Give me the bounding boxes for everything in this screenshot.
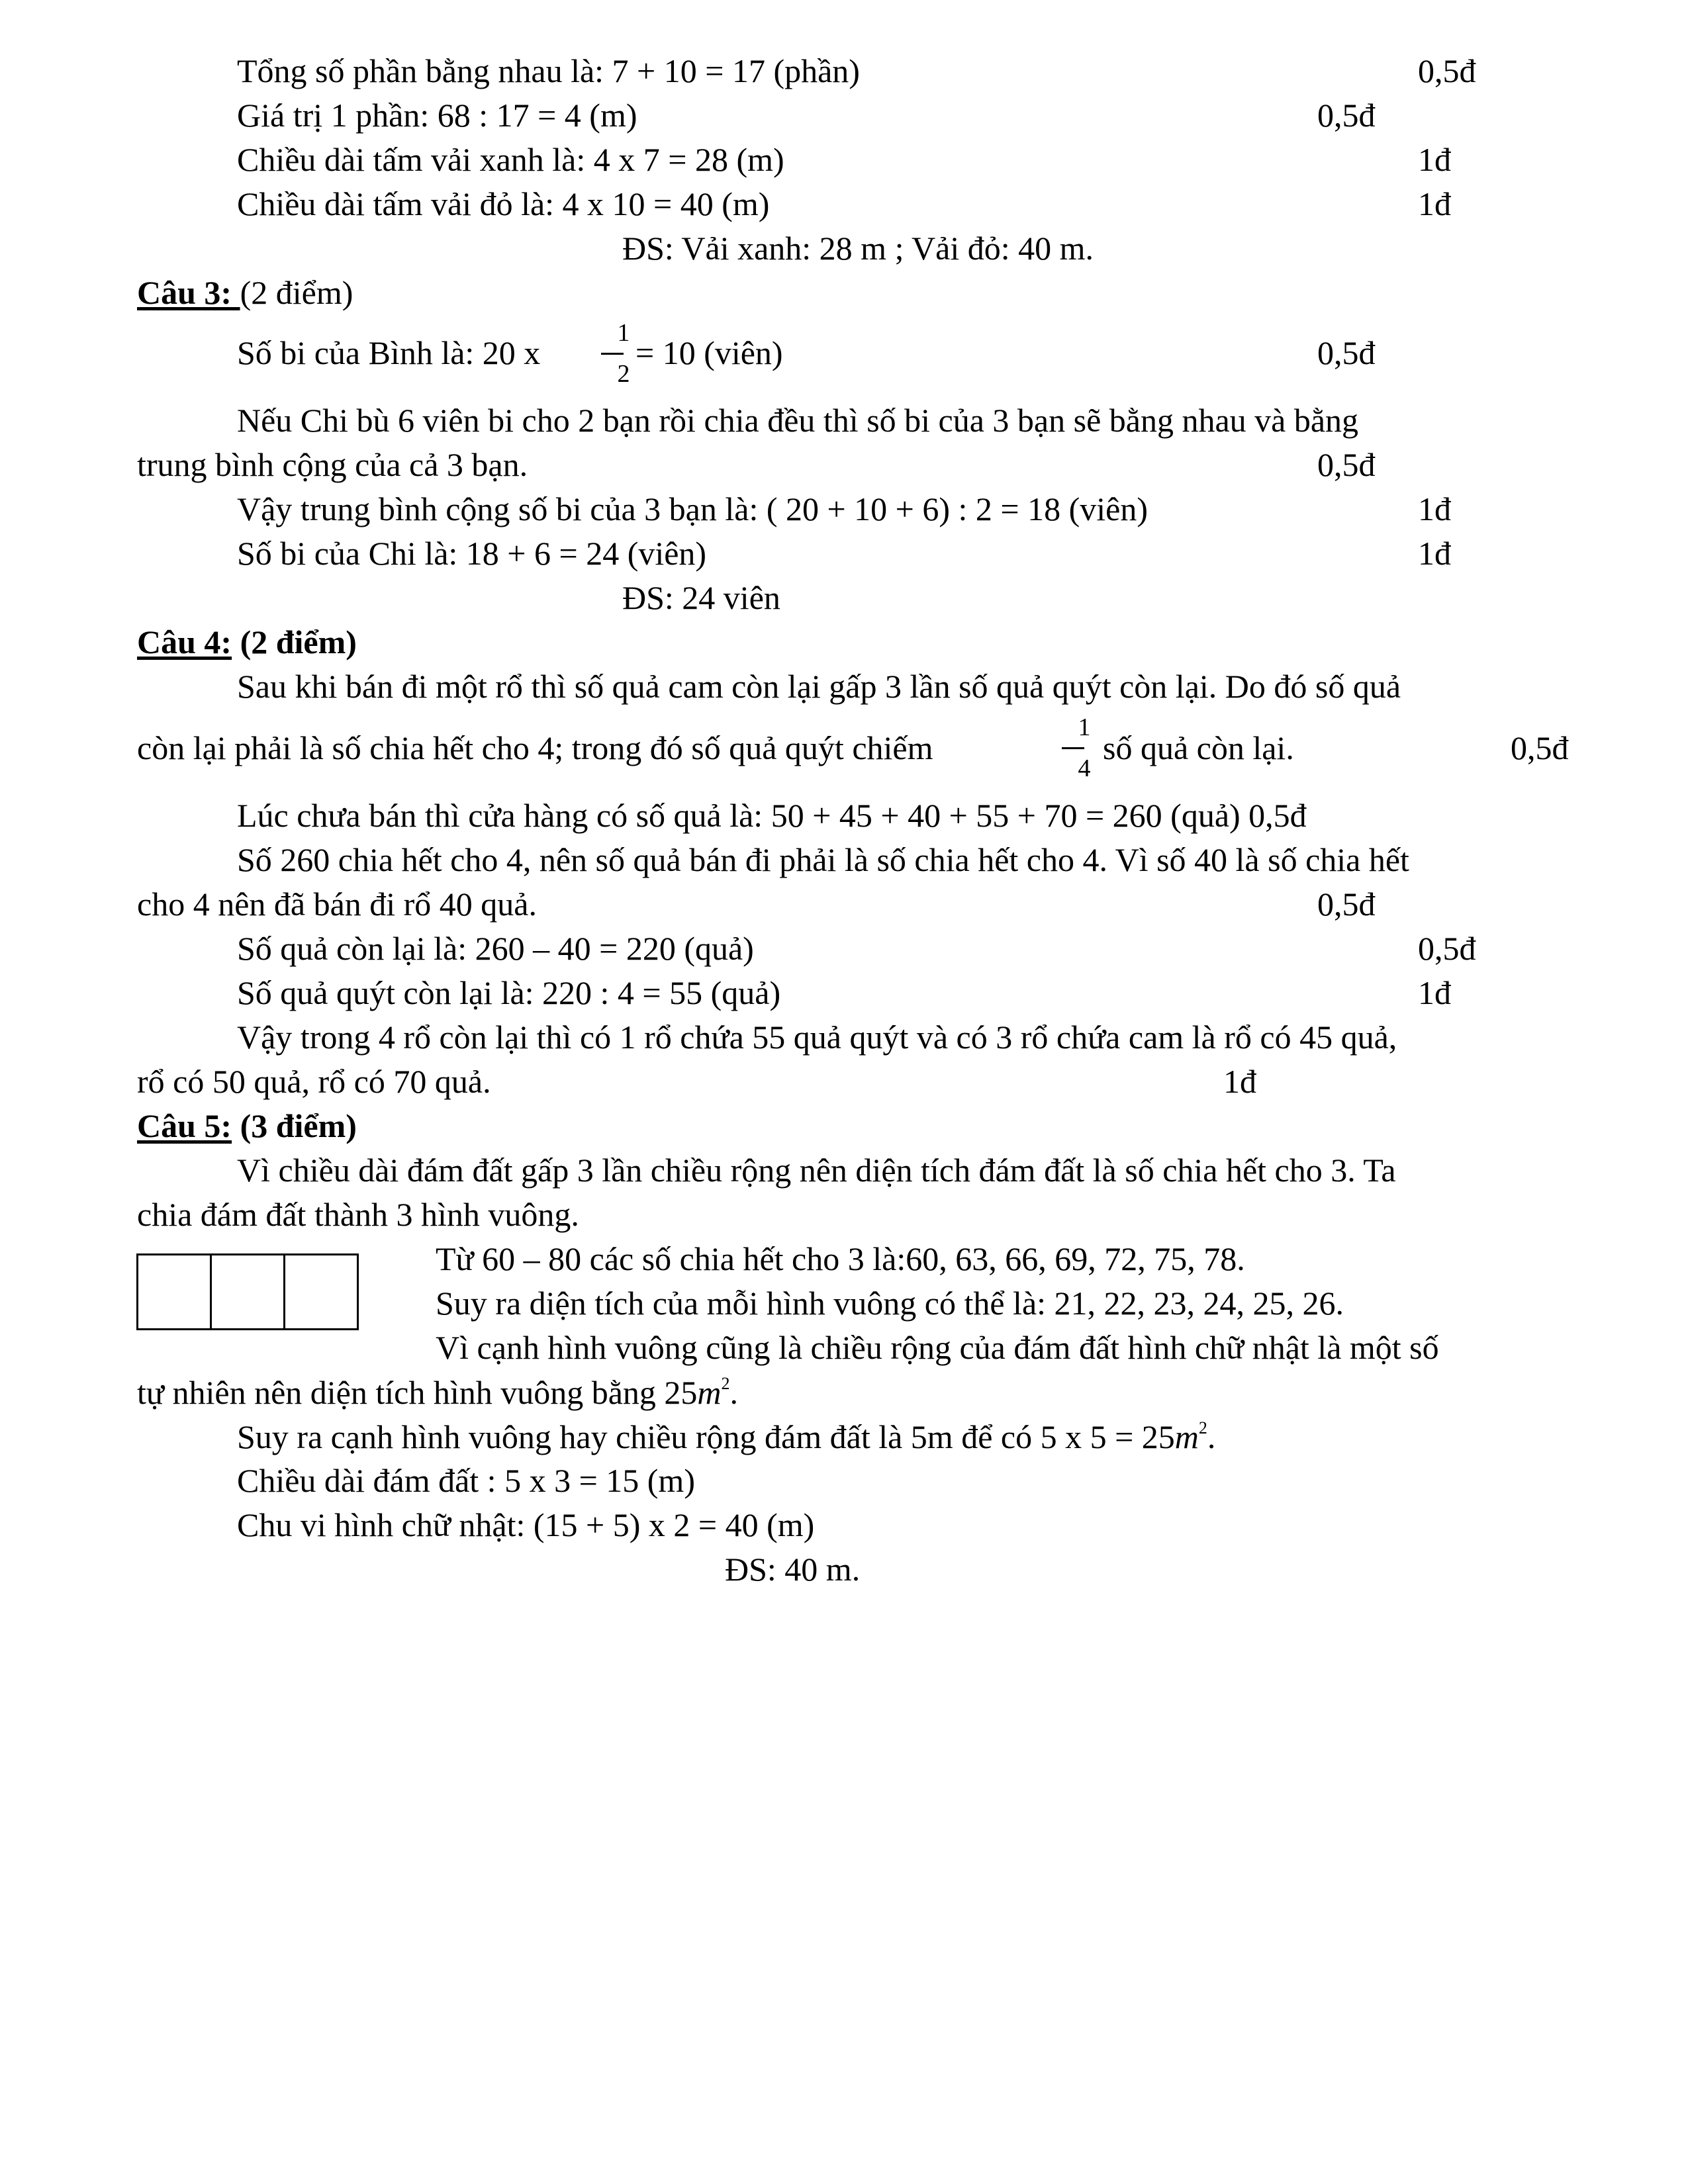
points-remaining-fruits: 0,5đ (1418, 930, 1476, 967)
para-land-area-1: Vì chiều dài đám đất gấp 3 lần chiều rộng nên diện tích đám đất là số chia hết cho 3. Ta (237, 1152, 1396, 1189)
para-chi-gives-marbles-2: trung bình cộng của cả 3 bạn. (137, 446, 528, 483)
para-baskets-1: Vậy trong 4 rổ còn lại thì có 1 rổ chứa 55 quả quýt và có 3 rổ chứa cam là rổ có 45 quả, (237, 1019, 1397, 1056)
line-width-5m (237, 1420, 1215, 1453)
para-baskets-2: rổ có 50 quả, rổ có 70 quả. (137, 1063, 491, 1100)
line-square-areas: Suy ra diện tích của mỗi hình vuông có thể là: 21, 22, 23, 24, 25, 26. (436, 1285, 1344, 1322)
fraction-denominator: 2 (617, 360, 630, 388)
para-divisible-by-4-2: cho 4 nên đã bán đi rổ 40 quả. (137, 886, 538, 923)
line-total-fruits: Lúc chưa bán thì cửa hàng có số quả là: 50 + 45 + 40 + 55 + 70 = 260 (quả) 0,5đ (237, 797, 1307, 834)
para-oranges-tangerines-1: Sau khi bán đi một rổ thì số quả cam còn lại gấp 3 lần số quả quýt còn lại. Do đó số quả (237, 668, 1401, 705)
answer-cau3: ĐS: 24 viên (622, 579, 780, 616)
line-perimeter: Chu vi hình chữ nhật: (15 + 5) x 2 = 40 (m) (237, 1506, 815, 1543)
para-land-area-2: chia đám đất thành 3 hình vuông. (137, 1196, 579, 1233)
line-one-part-value: Giá trị 1 phần: 68 : 17 = 4 (m) (237, 97, 637, 134)
line-width-5m-text: Suy ra cạnh hình vuông hay chiều rộng đám đất là 5m để có 5 x 5 = 25 (237, 1418, 1175, 1455)
unit-m: m (1174, 1418, 1199, 1455)
line-land-length: Chiều dài đám đất : 5 x 3 = 15 (m) (237, 1462, 695, 1499)
cau3-score: (2 điểm) (240, 274, 353, 311)
line-binh-marbles: Số bi của Bình là: 20 x (237, 334, 541, 371)
points-divisible-by-4: 0,5đ (1317, 886, 1376, 923)
para-square-side-2 (137, 1375, 738, 1409)
unit-m: m (697, 1374, 722, 1411)
points-chi-gives-marbles: 0,5đ (1317, 446, 1376, 483)
heading-cau5 (137, 1109, 357, 1142)
cau5-title: Câu 5: (137, 1107, 232, 1144)
para-oranges-tangerines-3: số quả còn lại. (1103, 729, 1294, 766)
answer-cau2: ĐS: Vải xanh: 28 m ; Vải đỏ: 40 m. (622, 230, 1094, 267)
fraction-bar (1062, 747, 1084, 749)
fraction-numerator: 1 (617, 319, 630, 347)
points-one-part-value: 0,5đ (1317, 97, 1376, 134)
para-square-side-end: . (729, 1374, 739, 1411)
points-total-parts: 0,5đ (1418, 52, 1476, 89)
line-remaining-fruits: Số quả còn lại là: 260 – 40 = 220 (quả) (237, 930, 754, 967)
para-square-side-1: Vì cạnh hình vuông cũng là chiều rộng của đám đất hình chữ nhật là một số (436, 1329, 1439, 1366)
para-divisible-by-4-1: Số 260 chia hết cho 4, nên số quả bán đi phải là số chia hết cho 4. Vì số 40 là số chia hết (237, 841, 1409, 878)
points-binh-marbles: 0,5đ (1317, 334, 1376, 371)
points-green-cloth-length: 1đ (1418, 141, 1451, 178)
line-red-cloth-length: Chiều dài tấm vải đỏ là: 4 x 10 = 40 (m) (237, 185, 770, 222)
cau4-score: (2 điểm) (240, 623, 357, 660)
fraction-numerator: 1 (1078, 713, 1091, 741)
cau5-score: (3 điểm) (240, 1107, 357, 1144)
fraction-one-half (601, 319, 630, 393)
line-chi-marbles: Số bi của Chi là: 18 + 6 = 24 (viên) (237, 535, 707, 572)
answer-cau5: ĐS: 40 m. (725, 1551, 861, 1588)
three-squares-diagram (136, 1253, 359, 1330)
points-chi-marbles: 1đ (1418, 535, 1451, 572)
fraction-denominator: 4 (1078, 754, 1091, 782)
heading-cau3 (137, 276, 353, 309)
fraction-bar (601, 353, 624, 355)
line-green-cloth-length: Chiều dài tấm vải xanh là: 4 x 7 = 28 (m) (237, 141, 784, 178)
heading-cau4 (137, 625, 357, 659)
line-remaining-tangerines: Số quả quýt còn lại là: 220 : 4 = 55 (quả) (237, 974, 781, 1011)
para-chi-gives-marbles-1: Nếu Chi bù 6 viên bi cho 2 bạn rồi chia đều thì số bi của 3 bạn sẽ bằng nhau và bằng (237, 402, 1359, 439)
points-oranges-tangerines: 0,5đ (1511, 729, 1569, 766)
line-total-parts: Tổng số phần bằng nhau là: 7 + 10 = 17 (phần) (237, 52, 860, 89)
unit-exponent: 2 (1198, 1418, 1207, 1437)
cau3-title: Câu 3: (137, 274, 240, 311)
points-baskets: 1đ (1223, 1063, 1256, 1100)
cau4-title: Câu 4: (137, 623, 232, 660)
square-cell (212, 1255, 285, 1328)
fraction-one-quarter (1062, 713, 1091, 788)
para-oranges-tangerines-2: còn lại phải là số chia hết cho 4; trong đó số quả quýt chiếm (137, 729, 933, 766)
points-average-marbles: 1đ (1418, 490, 1451, 527)
line-width-5m-end: . (1207, 1418, 1216, 1455)
points-red-cloth-length: 1đ (1418, 185, 1451, 222)
unit-exponent: 2 (721, 1374, 730, 1393)
para-square-side-text: tự nhiên nên diện tích hình vuông bằng 25 (137, 1374, 698, 1411)
square-cell (138, 1255, 212, 1328)
square-cell (285, 1255, 357, 1328)
line-divisible-by-3: Từ 60 – 80 các số chia hết cho 3 là:60, 63, 66, 69, 72, 75, 78. (436, 1240, 1245, 1277)
line-average-marbles: Vậy trung bình cộng số bi của 3 bạn là: ( 20 + 10 + 6) : 2 = 18 (viên) (237, 490, 1149, 527)
line-binh-marbles-result: = 10 (viên) (635, 334, 783, 371)
points-remaining-tangerines: 1đ (1418, 974, 1451, 1011)
